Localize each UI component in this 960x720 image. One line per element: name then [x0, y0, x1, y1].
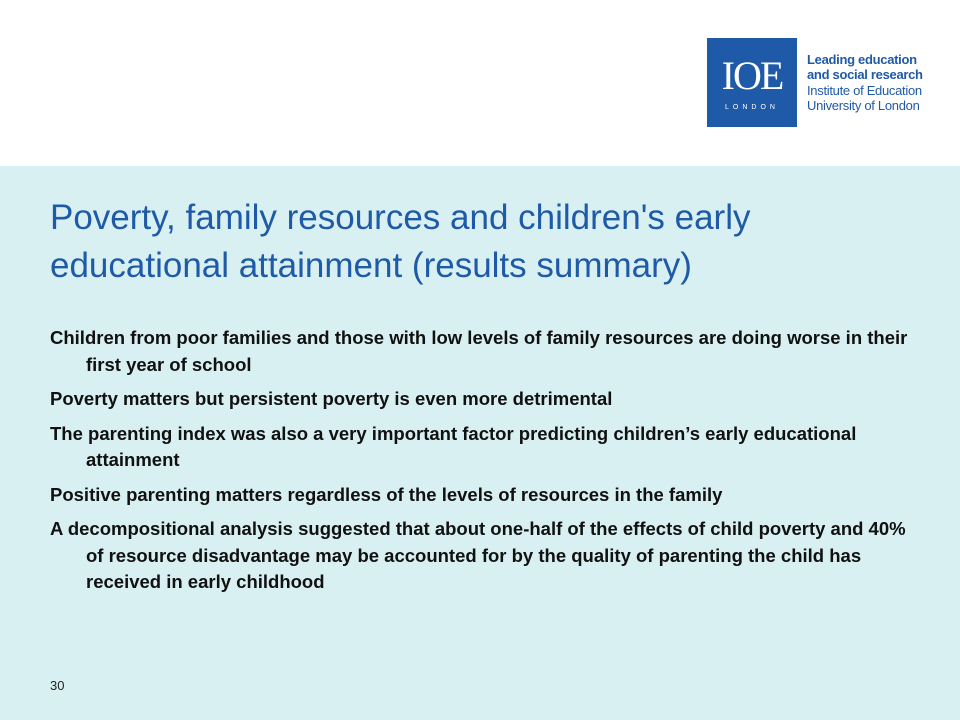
ioe-logo-mark: [707, 38, 797, 127]
logo-sub-text: LONDON: [725, 104, 779, 111]
bullet-item: Poverty matters but persistent poverty is even more detrimental: [50, 388, 613, 409]
bullet-item: The parenting index was also a very important factor predicting children’s early educational attainment: [50, 422, 857, 470]
bullet-item: A decompositional analysis suggested that about one-half of the effects of child poverty and 40% of resource disadvantage may be accounted for by the quality of parenting the child has received in early childhood: [50, 518, 906, 592]
bullet-item: Children from poor families and those with low levels of family resources are doing worse in their first year of school: [50, 327, 908, 375]
ioe-logo: [707, 38, 923, 127]
bullet-item: Positive parenting matters regardless of the levels of resources in the family: [50, 483, 723, 505]
logo-org-line-2: University of London: [807, 98, 920, 113]
logo-wordmark: [807, 52, 923, 114]
header-band: [0, 0, 960, 166]
page-number: 30: [50, 678, 65, 693]
logo-tagline-line-2: and social research: [807, 67, 923, 82]
bullet-list: [50, 325, 915, 604]
logo-org-line-1: Institute of Education: [807, 82, 922, 98]
logo-mark-text: IOE: [721, 53, 783, 98]
logo-tagline-line-1: Leading education: [807, 51, 917, 67]
slide-title: Poverty, family resources and children's early educational attainment (results summary): [50, 198, 751, 285]
